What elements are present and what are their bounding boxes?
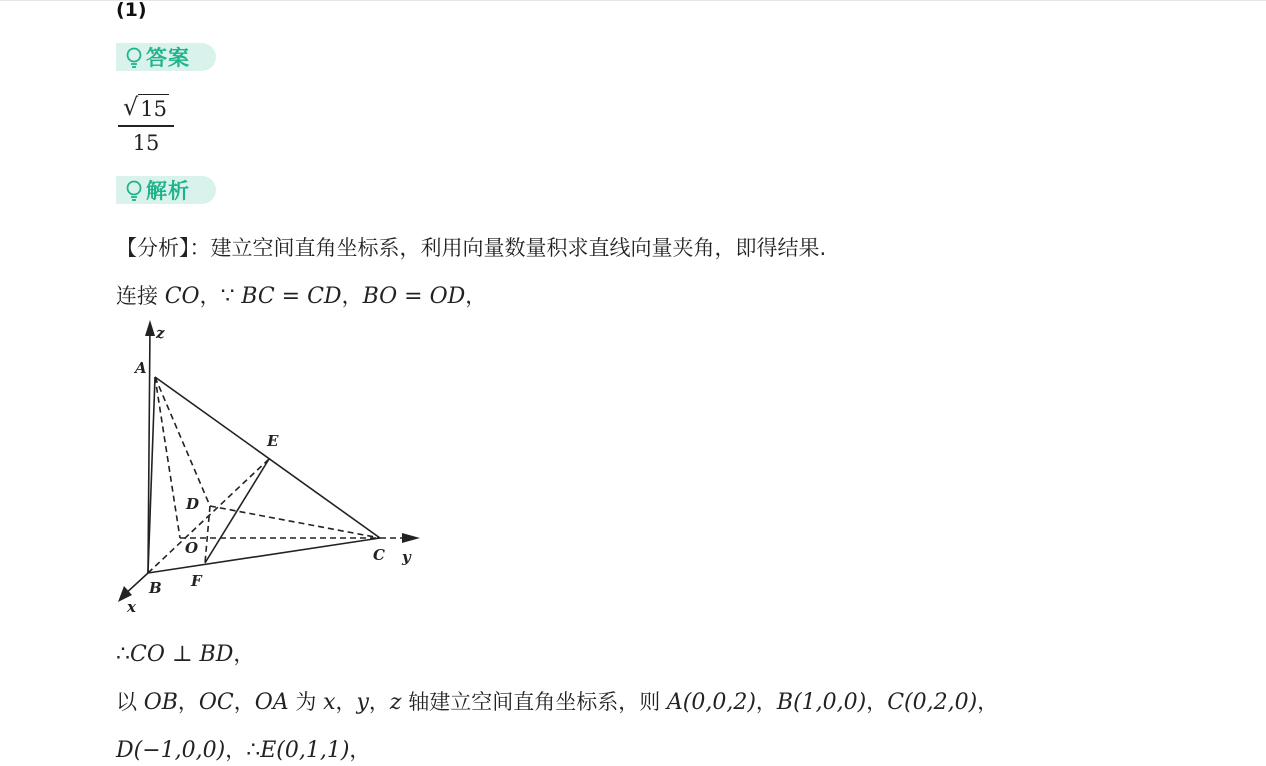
label-x: x xyxy=(127,598,136,616)
line4-math-2: E(0,1,1) xyxy=(260,738,350,763)
line4-math-1: D(−1,0,0) xyxy=(116,738,226,763)
fraction-bar xyxy=(118,125,174,127)
line3-math-3: OA xyxy=(254,690,289,715)
solution-line-4 xyxy=(116,736,370,765)
edge-ac xyxy=(155,377,380,538)
line1-text-2: ， xyxy=(199,284,221,308)
fraction-denominator: 15 xyxy=(132,130,160,155)
line3-text-10: ， xyxy=(977,690,999,714)
fraction-radicand: 15 xyxy=(138,94,169,122)
solution-line-3 xyxy=(116,688,998,717)
lightbulb-icon xyxy=(124,179,144,201)
line3-math-8: B(1,0,0) xyxy=(776,690,867,715)
label-e: E xyxy=(267,432,279,450)
label-c: C xyxy=(373,546,385,564)
line4-math-therefore: ∴ xyxy=(246,738,261,763)
line2-text-1: ， xyxy=(233,642,255,666)
question-number: (1) xyxy=(116,0,147,21)
line4-text-2: ， xyxy=(349,738,371,762)
fraction-numerator xyxy=(118,88,174,122)
line3-text-6: ， xyxy=(368,690,390,714)
line3-text-8: ， xyxy=(755,690,777,714)
edge-ao xyxy=(155,377,180,538)
tetrahedron-figure xyxy=(110,316,430,616)
line3-math-7: A(0,0,2) xyxy=(666,690,756,715)
label-y: y xyxy=(402,548,411,566)
line1-math-1: CO xyxy=(164,284,200,309)
line3-math-9: C(0,2,0) xyxy=(887,690,978,715)
label-o: O xyxy=(185,539,199,557)
line3-math-6: z xyxy=(389,690,402,715)
sqrt-symbol: √ xyxy=(122,93,139,121)
line3-math-2: OC xyxy=(198,690,234,715)
label-f: F xyxy=(191,572,202,590)
line3-math-4: x xyxy=(323,690,336,715)
answer-fraction xyxy=(118,88,174,156)
line3-text-5: ， xyxy=(335,690,357,714)
solution-line-1 xyxy=(116,282,486,311)
top-divider xyxy=(0,0,1266,1)
line2-math-therefore: ∴ xyxy=(116,642,130,667)
line1-math-3: BO = OD xyxy=(362,284,466,309)
line3-math-1: OB xyxy=(143,690,178,715)
lightbulb-icon xyxy=(124,46,144,68)
analysis-text: 建立空间直角坐标系，利用向量数量积求直线向量夹角，即得结果. xyxy=(210,236,827,260)
solution-line-2 xyxy=(116,640,254,669)
line2-math-1: CO ⊥ BD xyxy=(130,642,234,667)
line3-math-5: y xyxy=(356,690,369,715)
line1-text-1: 连接 xyxy=(116,284,165,308)
label-a: A xyxy=(135,359,147,377)
y-axis-arrow xyxy=(402,533,420,543)
line1-text-3: ， xyxy=(341,284,363,308)
answer-section-tag xyxy=(116,43,216,71)
line4-text-1: ， xyxy=(225,738,247,762)
line3-text-9: ， xyxy=(866,690,888,714)
line1-math-2: BC = CD xyxy=(241,284,342,309)
label-d: D xyxy=(186,495,200,513)
line3-text-1: 以 xyxy=(116,690,144,714)
line3-text-3: ， xyxy=(233,690,255,714)
analysis-paragraph xyxy=(116,234,826,262)
answer-label: 答案 xyxy=(146,46,190,70)
line3-text-4: 为 xyxy=(288,690,324,714)
line1-math-because: ∵ xyxy=(220,284,235,309)
edge-bc xyxy=(148,538,380,573)
label-b: B xyxy=(149,579,162,597)
analysis-section-tag xyxy=(116,176,216,204)
analysis-label: 解析 xyxy=(146,179,190,203)
label-z: z xyxy=(156,324,165,342)
line1-text-4: ， xyxy=(465,284,487,308)
line3-text-2: ， xyxy=(177,690,199,714)
z-axis-arrow xyxy=(145,320,155,336)
edge-dc xyxy=(210,506,380,538)
line3-text-7: 轴建立空间直角坐标系，则 xyxy=(401,690,667,714)
analysis-prefix: 【分析】： xyxy=(116,236,211,260)
